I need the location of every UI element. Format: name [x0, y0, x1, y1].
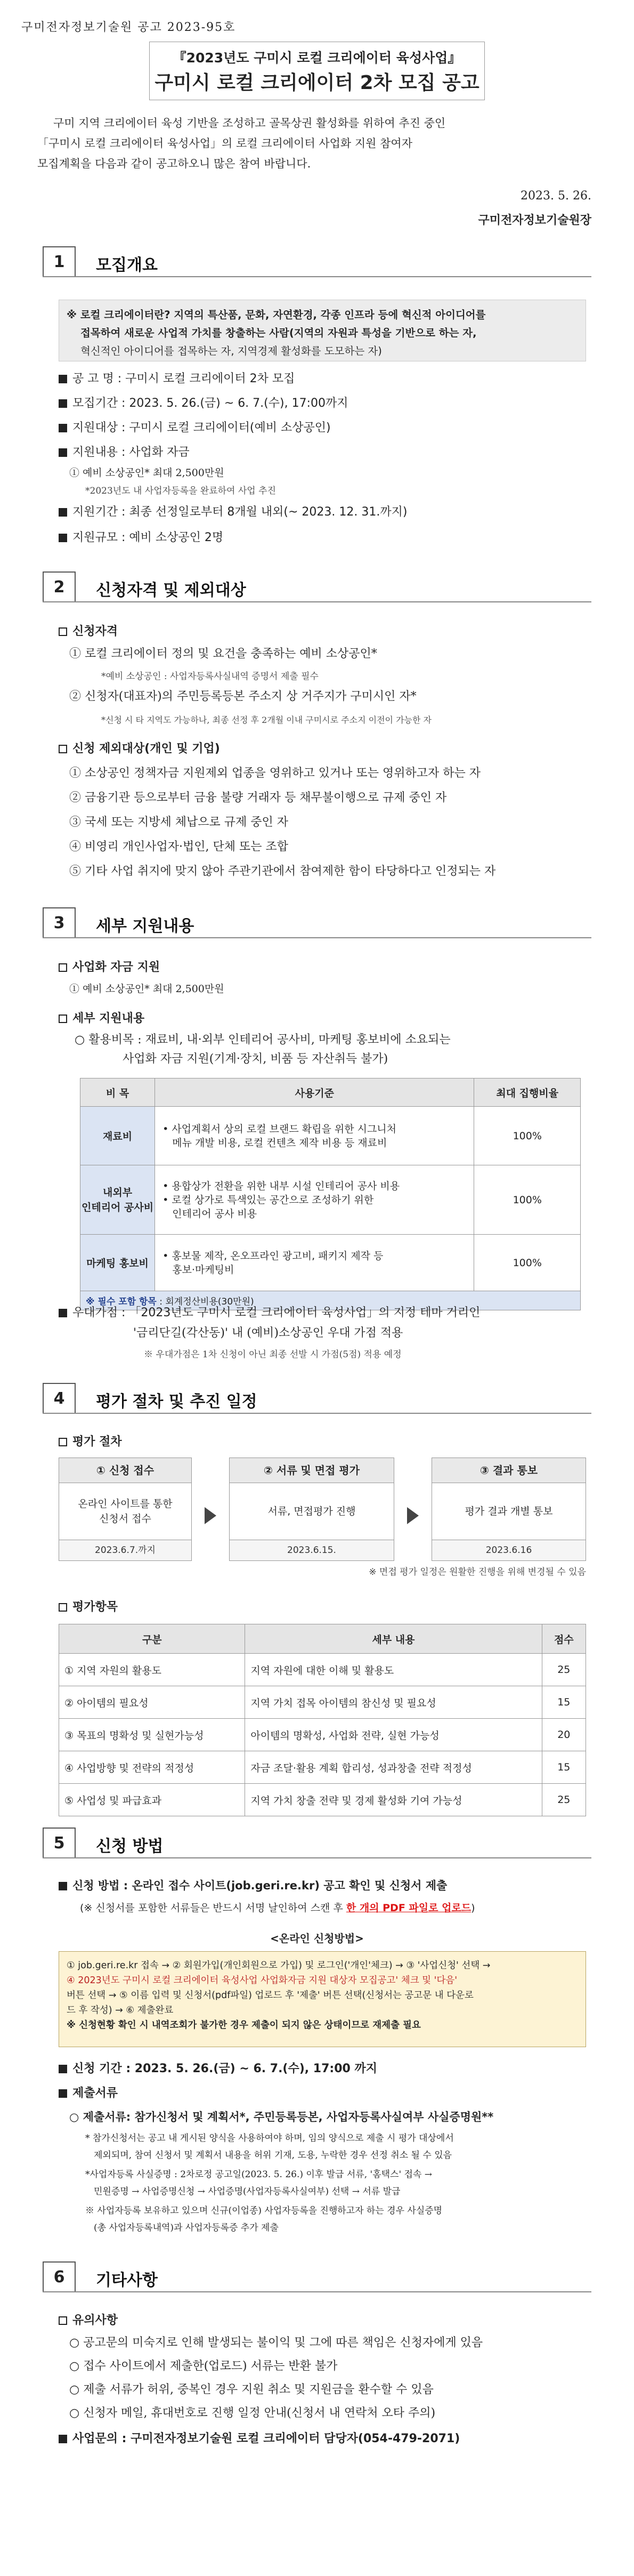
- checkbox-icon: [59, 627, 67, 636]
- qualification-item: ② 신청자(대표자)의 주민등록등본 주소지 상 거주지가 구미시인 자*: [69, 690, 417, 703]
- online-step: ④ 2023년도 구미시 로컬 크리에이터 육성사업 사업화자금 지원 대상자 모집공고' 체크 및 '다음': [67, 1975, 458, 1986]
- eval-category: ④ 사업방향 및 전략의 적정성: [59, 1751, 245, 1784]
- docs-heading: 제출서류: [72, 2087, 118, 2100]
- evaluation-heading: 평가항목: [72, 1600, 118, 1614]
- intro-line: 구미 지역 크리에이터 육성 기반을 조성하고 골목상권 활성화를 위하여 추진 중인: [53, 117, 446, 130]
- method-line: 신청 방법 : 온라인 접수 사이트(job.geri.re.kr) 공고 확인 및 신청서 제출: [72, 1879, 448, 1892]
- section-number: 5: [43, 1828, 76, 1857]
- bullet-icon: [59, 375, 67, 383]
- support-note: *2023년도 내 사업자등록을 완료하여 사업 추진: [85, 486, 276, 496]
- docs-line: ○ 제출서류: 참가신청서 및 계획서*, 주민등록등본, 사업자등록사실여부 사실증명원**: [69, 2111, 494, 2123]
- eval-detail: 자금 조달·활용 계획 합리성, 성과창출 전략 적정성: [245, 1751, 542, 1784]
- step-text: 온라인 사이트를 통한: [78, 1498, 173, 1510]
- eval-category: ⑤ 사업성 및 파급효과: [59, 1784, 245, 1816]
- section-number: 4: [43, 1383, 76, 1413]
- arrow-right-icon: [407, 1507, 419, 1524]
- process-heading: 평가 절차: [72, 1435, 122, 1448]
- eval-detail: 지역 가치 접목 아이템의 참신성 및 필요성: [245, 1686, 542, 1719]
- step-date: 2023.6.16: [432, 1540, 586, 1560]
- step-title: ② 서류 및 면접 평가: [230, 1458, 394, 1483]
- application-period: 신청 기간 : 2023. 5. 26.(금) ~ 6. 7.(수), 17:00 까지: [72, 2062, 377, 2075]
- usage-line: • 홍보물 제작, 온오프라인 광고비, 패키지 제작 등: [162, 1250, 384, 1262]
- table-header: 최대 집행비율: [474, 1078, 581, 1107]
- overview-item: 지원내용 : 사업화 자금: [72, 446, 190, 459]
- step-title: ③ 결과 통보: [432, 1458, 586, 1483]
- caution-item: ○ 신청자 메일, 휴대번호로 진행 일정 안내(신청서 내 연락처 오타 주의): [69, 2406, 436, 2420]
- table-note-label: ※ 필수 포함 항목: [86, 1297, 157, 1307]
- table-row: [59, 1784, 586, 1816]
- checkbox-icon: [59, 1015, 67, 1023]
- detail-line: ○ 활용비목 : 재료비, 내·외부 인테리어 공사비, 마케팅 홍보비에 소요되는: [75, 1033, 451, 1046]
- step-body: [230, 1483, 394, 1540]
- checkbox-icon: [59, 745, 67, 753]
- usage-line: • 용합상가 전환을 위한 내부 시설 인테리어 공사 비용: [162, 1180, 400, 1192]
- subtitle: 『2023년도 구미시 로컬 크리에이터 육성사업』: [173, 50, 461, 66]
- checkbox-icon: [59, 1438, 67, 1446]
- section-4-header: [43, 1379, 591, 1414]
- caution-heading: 유의사항: [72, 2314, 118, 2327]
- section-title: 기타사항: [96, 2271, 158, 2290]
- method-note: [80, 1900, 475, 1916]
- evaluation-table: [59, 1624, 586, 1816]
- docs-line: * 참가신청서는 공고 내 게시된 양식을 사용하여야 하며, 임의 양식으로 제출 시 평가 대상에서: [85, 2133, 454, 2144]
- online-method-box: [59, 1951, 586, 2047]
- qualification-note: *신청 시 타 지역도 가능하나, 최종 선정 후 2개월 이내 구미시로 주소지 이전이 가능한 자: [101, 715, 432, 725]
- eval-detail: 지역 자원에 대한 이해 및 활용도: [245, 1654, 542, 1686]
- category-line: 인테리어 공사비: [82, 1201, 154, 1213]
- section-title: 신청 방법: [96, 1837, 164, 1856]
- bullet-icon: [59, 1882, 67, 1890]
- caution-item: ○ 공고문의 미숙지로 인해 발생되는 불이익 및 그에 따른 책임은 신청자에게 있음: [69, 2336, 483, 2349]
- eval-score: 15: [542, 1686, 586, 1719]
- method-note-text: (※ 신청서를 포함한 서류들은 반드시 서명 날인하여 스캔 후: [80, 1902, 346, 1914]
- detail-line: 사업화 자금 지원(기계·장치, 비품 등 자산취득 불가): [123, 1052, 388, 1066]
- online-step: 드 후 작성) → ⑥ 제출완료: [67, 2005, 174, 2016]
- support-scale: 지원규모 : 예비 소상공인 2명: [72, 531, 224, 544]
- bullet-icon: [59, 508, 67, 517]
- table-header: 점수: [542, 1624, 586, 1654]
- online-step: 버튼 선택 → ⑤ 이름 입력 및 신청서(pdf파일) 업로드 후 '제출' 버튼 선택(신청서는 공고문 내 다운로: [67, 1990, 474, 2001]
- intro-line: 모집계획을 다음과 같이 공고하오니 많은 참여 바랍니다.: [37, 157, 311, 170]
- overview-item: 모집기간 : 2023. 5. 26.(금) ~ 6. 7.(수), 17:00까지: [72, 397, 348, 410]
- usage-line: 메뉴 개발 비용, 로컬 컨텐츠 제작 비용 등 재료비: [162, 1137, 387, 1149]
- exclusion-item: ④ 비영리 개인사업자·법인, 단체 또는 조합: [69, 840, 288, 854]
- caution-item: ○ 접수 사이트에서 제출한(업로드) 서류는 반환 불가: [69, 2360, 338, 2373]
- method-note-highlight: 한 개의 PDF 파일로 업로드: [346, 1902, 472, 1914]
- bonus-line: 우대가점 : 「2023년도 구미시 로컬 크리에이터 육성사업」의 지정 테마 거리인: [72, 1306, 481, 1319]
- online-step: ① job.geri.re.kr 접속 → ② 회원가입(개인회원으로 가입) 및 로그인('개인'체크) → ③ '사업신청' 선택 →: [67, 1960, 491, 1971]
- step-date: 2023.6.15.: [230, 1540, 394, 1560]
- step-text: 평가 결과 개별 통보: [465, 1506, 553, 1517]
- process-step: [59, 1458, 192, 1561]
- qualification-note: *예비 소상공인 : 사업자등록사실내역 증명서 제출 필수: [101, 671, 319, 682]
- bullet-icon: [59, 2435, 67, 2443]
- table-row: [59, 1654, 586, 1686]
- step-text: 서류, 면접평가 진행: [267, 1506, 356, 1517]
- section-6-header: [43, 2257, 591, 2292]
- definition-line: 혁신적인 아이디어를 접목하는 자, 지역경제 활성화를 도모하는 자): [80, 345, 382, 357]
- online-method-title: <온라인 신청방법>: [270, 1932, 364, 1945]
- bonus-note: ※ 우대가점은 1차 신청이 아닌 최종 선발 시 가점(5점) 적용 예정: [144, 1349, 402, 1360]
- eval-score: 15: [542, 1751, 586, 1784]
- usage-line: • 사업계획서 상의 로컬 브랜드 확립을 위한 시그니처: [162, 1123, 397, 1135]
- section-5-header: [43, 1823, 591, 1858]
- section-2-header: [43, 567, 591, 602]
- section-title: 세부 지원내용: [96, 917, 194, 936]
- checkbox-icon: [59, 2316, 67, 2325]
- bullet-icon: [59, 2089, 67, 2098]
- bullet-icon: [59, 424, 67, 432]
- caution-item: ○ 제출 서류가 허위, 중복인 경우 지원 취소 및 지원금을 환수할 수 있음: [69, 2383, 434, 2396]
- docs-line: 제외되며, 참여 신청서 및 계획서 내용을 허위 기재, 도용, 누락한 경우 선정 취소 될 수 있음: [94, 2150, 452, 2161]
- step-date: 2023.6.7.까지: [59, 1540, 191, 1560]
- table-cell-ratio: 100%: [474, 1107, 581, 1165]
- docs-line: (총 사업자등록내역)과 사업자등록증 추가 제출: [94, 2223, 279, 2233]
- table-cell-category: [80, 1165, 155, 1235]
- overview-item: 지원대상 : 구미시 로컬 크리에이터(예비 소상공인): [72, 421, 331, 434]
- table-note-text: : 회계정산비용(30만원): [156, 1297, 254, 1307]
- section-3-header: [43, 903, 591, 938]
- table-row: [59, 1686, 586, 1719]
- table-cell-usage: [155, 1235, 474, 1291]
- table-cell-usage: [155, 1165, 474, 1235]
- section-number: 6: [43, 2261, 76, 2291]
- table-row: [80, 1165, 581, 1235]
- exclusion-item: ③ 국세 또는 지방세 체납으로 규제 중인 자: [69, 816, 288, 829]
- table-row: [80, 1235, 581, 1291]
- contact-line: 사업문의 : 구미전자정보기술원 로컬 크리에이터 담당자(054-479-2071): [72, 2432, 460, 2445]
- checkbox-icon: [59, 1603, 67, 1612]
- eval-score: 25: [542, 1784, 586, 1816]
- support-sub: ① 예비 소상공인* 최대 2,500만원: [69, 467, 224, 479]
- step-body: [432, 1483, 586, 1540]
- docs-line: *사업자등록 사실증명 : 2차로정 공고일(2023. 5. 26.) 이후 발급 서류, '홈택스' 접속 →: [85, 2169, 433, 2180]
- table-cell-category: 재료비: [80, 1107, 155, 1165]
- table-cell-ratio: 100%: [474, 1235, 581, 1291]
- eval-category: ① 지역 자원의 활용도: [59, 1654, 245, 1686]
- support-period: 지원기간 : 최종 선정일로부터 8개월 내외(~ 2023. 12. 31.까지): [72, 505, 408, 519]
- qualification-heading: 신청자격: [72, 625, 118, 638]
- eval-score: 20: [542, 1719, 586, 1751]
- table-cell-category: 마케팅 홍보비: [80, 1235, 155, 1291]
- exclusion-heading: 신청 제외대상(개인 및 기업): [72, 742, 220, 755]
- eval-category: ② 아이템의 필요성: [59, 1686, 245, 1719]
- table-header: 사용기준: [155, 1078, 474, 1107]
- eval-detail: 지역 가치 창출 전략 및 경제 활성화 기여 가능성: [245, 1784, 542, 1816]
- title-box: [149, 42, 485, 100]
- fund-heading: 사업화 자금 지원: [72, 961, 160, 974]
- usage-line: 인테리어 공사 비용: [162, 1207, 257, 1220]
- section-1-header: [43, 242, 591, 277]
- overview-item: 공 고 명 : 구미시 로컬 크리에이터 2차 모집: [72, 372, 295, 385]
- eval-detail: 아이템의 명확성, 사업화 전략, 실현 가능성: [245, 1719, 542, 1751]
- bullet-icon: [59, 448, 67, 457]
- usage-line: 홍보·마케팅비: [162, 1263, 234, 1276]
- process-note: ※ 면접 평가 일정은 원활한 진행을 위해 변경될 수 있음: [369, 1567, 586, 1577]
- qualification-item: ① 로컬 크리에이터 정의 및 요건을 충족하는 예비 소상공인*: [69, 647, 377, 661]
- checkbox-icon: [59, 963, 67, 972]
- arrow-right-icon: [205, 1507, 216, 1524]
- bullet-icon: [59, 399, 67, 408]
- eval-category: ③ 목표의 명확성 및 실현가능성: [59, 1719, 245, 1751]
- bonus-line: '금리단길(각산동)' 내 (예비)소상공인 우대 가점 적용: [133, 1326, 403, 1340]
- notice-number: 구미전자정보기술원 공고 2023-95호: [21, 21, 236, 34]
- section-title: 신청자격 및 제외대상: [96, 581, 246, 600]
- table-cell-ratio: 100%: [474, 1165, 581, 1235]
- definition-line: ※ 로컬 크리에이터란? 지역의 특산품, 문화, 자연환경, 각종 인프라 등에 혁신적 아이디어를: [67, 309, 486, 321]
- definition-box: [59, 300, 586, 361]
- docs-line: 민원증명 → 사업증명신청 → 사업증명(사업자등록사실여부) 선택 → 서류 발급: [94, 2186, 401, 2197]
- online-warning: ※ 신청현황 확인 시 내역조회가 불가한 경우 제출이 되지 않은 상태이므로 재제출 필요: [67, 2020, 421, 2031]
- fund-sub: ① 예비 소상공인* 최대 2,500만원: [69, 983, 224, 995]
- step-title: ① 신청 접수: [59, 1458, 191, 1483]
- section-title: 평가 절차 및 추진 일정: [96, 1392, 257, 1411]
- section-number: 2: [43, 571, 76, 601]
- method-note-text: ): [471, 1902, 475, 1914]
- detail-heading: 세부 지원내용: [72, 1012, 145, 1025]
- process-step: [432, 1458, 586, 1561]
- process-step: [229, 1458, 394, 1561]
- section-number: 1: [43, 246, 76, 276]
- usage-line: • 로컬 상가로 특색있는 공간으로 조성하기 위한: [162, 1194, 374, 1206]
- issuer: 구미전자정보기술원장: [478, 213, 591, 227]
- table-header: 비 목: [80, 1078, 155, 1107]
- bullet-icon: [59, 534, 67, 542]
- table-cell-usage: [155, 1107, 474, 1165]
- notice-date: 2023. 5. 26.: [521, 189, 591, 203]
- table-row: [80, 1107, 581, 1165]
- category-line: 내외부: [103, 1186, 133, 1198]
- support-table: [80, 1078, 581, 1310]
- table-header: 세부 내용: [245, 1624, 542, 1654]
- docs-line: ※ 사업자등록 보유하고 있으며 신규(이업종) 사업자등록을 진행하고자 하는 경우 사실증명: [85, 2205, 443, 2216]
- table-row: [59, 1751, 586, 1784]
- eval-score: 25: [542, 1654, 586, 1686]
- table-header: 구분: [59, 1624, 245, 1654]
- table-row: [59, 1719, 586, 1751]
- bullet-icon: [59, 2065, 67, 2073]
- definition-line: 접목하여 새로운 사업적 가치를 창출하는 사람(지역의 자원과 특성을 기반으로 하는 자,: [80, 327, 477, 339]
- exclusion-item: ① 소상공인 정책자금 지원제외 업종을 영위하고 있거나 또는 영위하고자 하는 자: [69, 767, 481, 780]
- exclusion-item: ⑤ 기타 사업 취지에 맞지 않아 주관기관에서 참여제한 함이 타당하다고 인정되는 자: [69, 865, 496, 878]
- step-text: 신청서 접수: [99, 1513, 151, 1525]
- section-number: 3: [43, 907, 76, 937]
- exclusion-item: ② 금융기관 등으로부터 금융 불량 거래자 등 채무불이행으로 규제 중인 자: [69, 791, 447, 804]
- page-title: 구미시 로컬 크리에이터 2차 모집 공고: [155, 72, 479, 94]
- section-title: 모집개요: [96, 256, 158, 275]
- intro-line: 「구미시 로컬 크리에이터 육성사업」의 로컬 크리에이터 사업화 지원 참여자: [37, 137, 412, 150]
- step-body: [59, 1483, 191, 1540]
- intro: [37, 113, 602, 174]
- bullet-icon: [59, 1309, 67, 1317]
